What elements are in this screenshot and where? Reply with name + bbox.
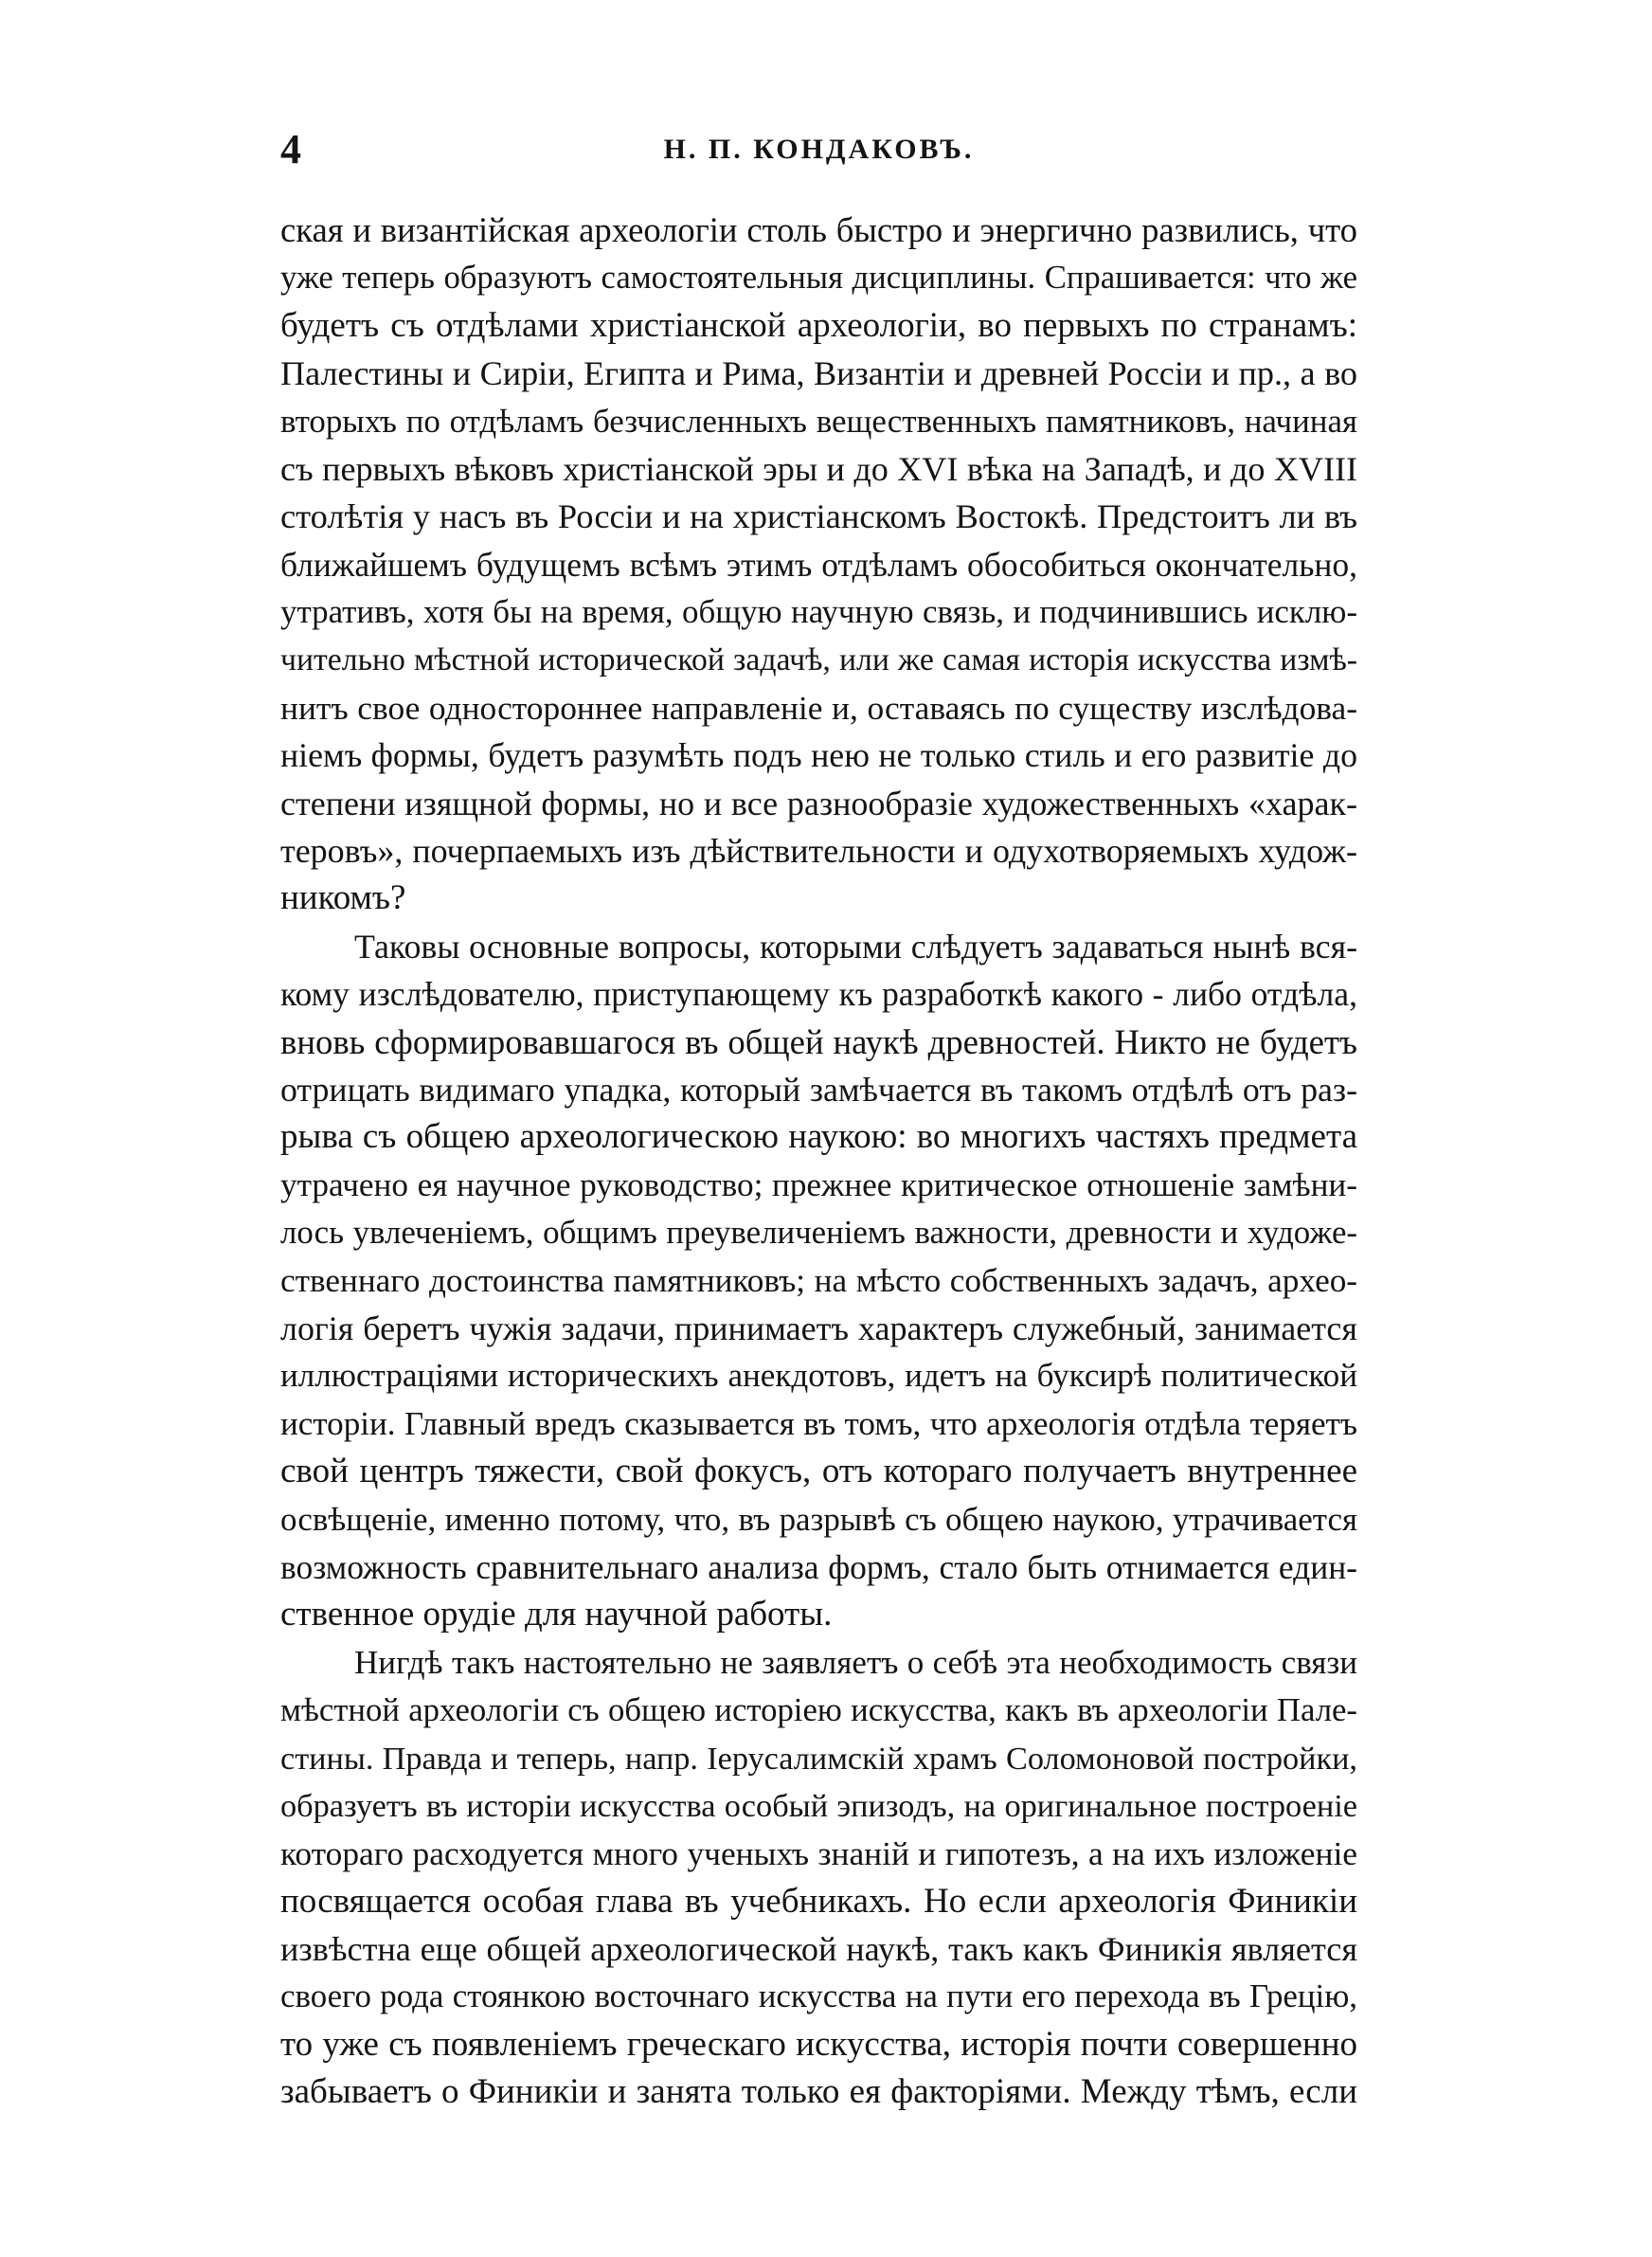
text-line: мѣстной археологiи съ общею исторiею искусства, какъ въ археологiи Пале- — [280, 1691, 1357, 1729]
text-line: съ первыхъ вѣковъ христiанской эры и до XVI вѣка на Западѣ, и до XVIII — [280, 449, 1357, 488]
text-line: посвящается особая глава въ учебникахъ. Но если археологiя Финикiи — [280, 1881, 1357, 1921]
text-line: котораго расходуется много ученыхъ знанiй и гипотезъ, а на ихъ изложенiе — [280, 1834, 1357, 1873]
text-line: иллюстрацiями историческихъ анекдотовъ, идетъ на буксирѣ политической — [280, 1357, 1357, 1395]
text-line: возможность сравнительнаго анализа формъ, стало быть отнимается един- — [280, 1547, 1357, 1586]
text-line: утрачено ея научное руководство; прежнее критическое отношенiе замѣни- — [280, 1165, 1357, 1203]
text-line: кому изслѣдователю, приступающему къ разработкѣ какого - либо отдѣла, — [280, 975, 1357, 1014]
text-line: чительно мѣстной исторической задачѣ, или же самая исторiя искусства измѣ- — [280, 641, 1357, 677]
text-line: вновь сформировавшагося въ общей наукѣ древностей. Никто не будетъ — [280, 1021, 1357, 1061]
text-line: ближайшемъ будущемъ всѣмъ этимъ отдѣламъ обособиться окончательно, — [280, 545, 1357, 584]
text-line: никомъ? — [280, 878, 406, 918]
text-line: стины. Правда и теперь, напр. Iерусалимскiй храмъ Соломоновой постройки, — [280, 1740, 1357, 1777]
running-title: Н. П. КОНДАКОВЪ. — [663, 134, 975, 165]
text-line: Таковы основные вопросы, которыми слѣдуетъ задаваться нынѣ вся- — [354, 927, 1357, 966]
text-line: теровъ», почерпаемыхъ изъ дѣйствительности и одухотворяемыхъ худож- — [280, 832, 1357, 871]
text-line: утративъ, хотя бы на время, общую научную связь, и подчинившись исклю- — [280, 593, 1357, 631]
text-line: образуетъ въ исторiи искусства особый эпизодъ, на оригинальное построенiе — [280, 1787, 1357, 1824]
text-line: забываетъ о Финикiи и занята только ея факторiями. Между тѣмъ, если — [280, 2072, 1357, 2112]
text-line: нитъ свое одностороннее направленiе и, оставаясь по существу изслѣдова- — [280, 688, 1357, 727]
text-line: отрицать видимаго упадка, который замѣчается въ такомъ отдѣлѣ отъ раз- — [280, 1071, 1357, 1110]
text-line: вторыхъ по отдѣламъ безчисленныхъ вещественныхъ памятниковъ, начиная — [280, 402, 1357, 440]
running-head — [280, 121, 1357, 178]
text-line: свой центръ тяжести, свой фокусъ, отъ котораго получаетъ внутреннее — [280, 1452, 1357, 1491]
text-line: столѣтiя у насъ въ Россiи и на христiанскомъ Востокѣ. Предстоитъ ли въ — [280, 497, 1357, 536]
paragraph-3 — [280, 1639, 1357, 2117]
text-line: извѣстна еще общей археологической наукѣ, такъ какъ Финикiя является — [280, 1930, 1357, 1969]
paragraph-2 — [280, 923, 1357, 1639]
text-line: то уже съ появленiемъ греческаго искусства, исторiя почти совершенно — [280, 2024, 1357, 2064]
text-line: степени изящной формы, но и все разнообразiе художественныхъ «харак- — [280, 784, 1357, 822]
text-line: будетъ съ отдѣлами христiанской археологiи, во первыхъ по странамъ: — [280, 305, 1357, 345]
text-line: нiемъ формы, будетъ разумѣть подъ нею не только стиль и его развитiе до — [280, 736, 1357, 775]
text-line: рыва съ общею археологическою наукою: во многихъ частяхъ предмета — [280, 1117, 1357, 1157]
text-line: логiя беретъ чужiя задачи, принимаетъ характеръ служебный, занимается — [280, 1309, 1357, 1347]
paragraph-1 — [280, 207, 1357, 923]
text-line: Нигдѣ такъ настоятельно не заявляетъ о себѣ эта необходимость связи — [354, 1643, 1357, 1681]
text-line: ская и византiйская археологiи столь быстро и энергично развились, что — [280, 210, 1357, 249]
text-line: Палестины и Сирiи, Египта и Рима, Византiи и древней Россiи и пр., а во — [280, 354, 1357, 393]
text-line: ственное орудiе для научной работы. — [280, 1595, 833, 1634]
text-line: освѣщенiе, именно потому, что, въ разрывѣ съ общею наукою, утрачивается — [280, 1500, 1357, 1538]
text-line: своего рода стоянкою восточнаго искусства на пути его перехода въ Грецiю, — [280, 1977, 1357, 2015]
text-line: исторiи. Главный вредъ сказывается въ томъ, что археологiя отдѣла теряетъ — [280, 1404, 1357, 1442]
text-line: лось увлеченiемъ, общимъ преувеличенiемъ важности, древности и художе- — [280, 1214, 1357, 1252]
body-text — [280, 207, 1357, 2117]
text-line: уже теперь образуютъ самостоятельныя дисциплины. Спрашивается: что же — [280, 259, 1357, 297]
page-number: 4 — [280, 126, 301, 172]
text-line: ственнаго достоинства памятниковъ; на мѣсто собственныхъ задачъ, архео- — [280, 1261, 1357, 1299]
